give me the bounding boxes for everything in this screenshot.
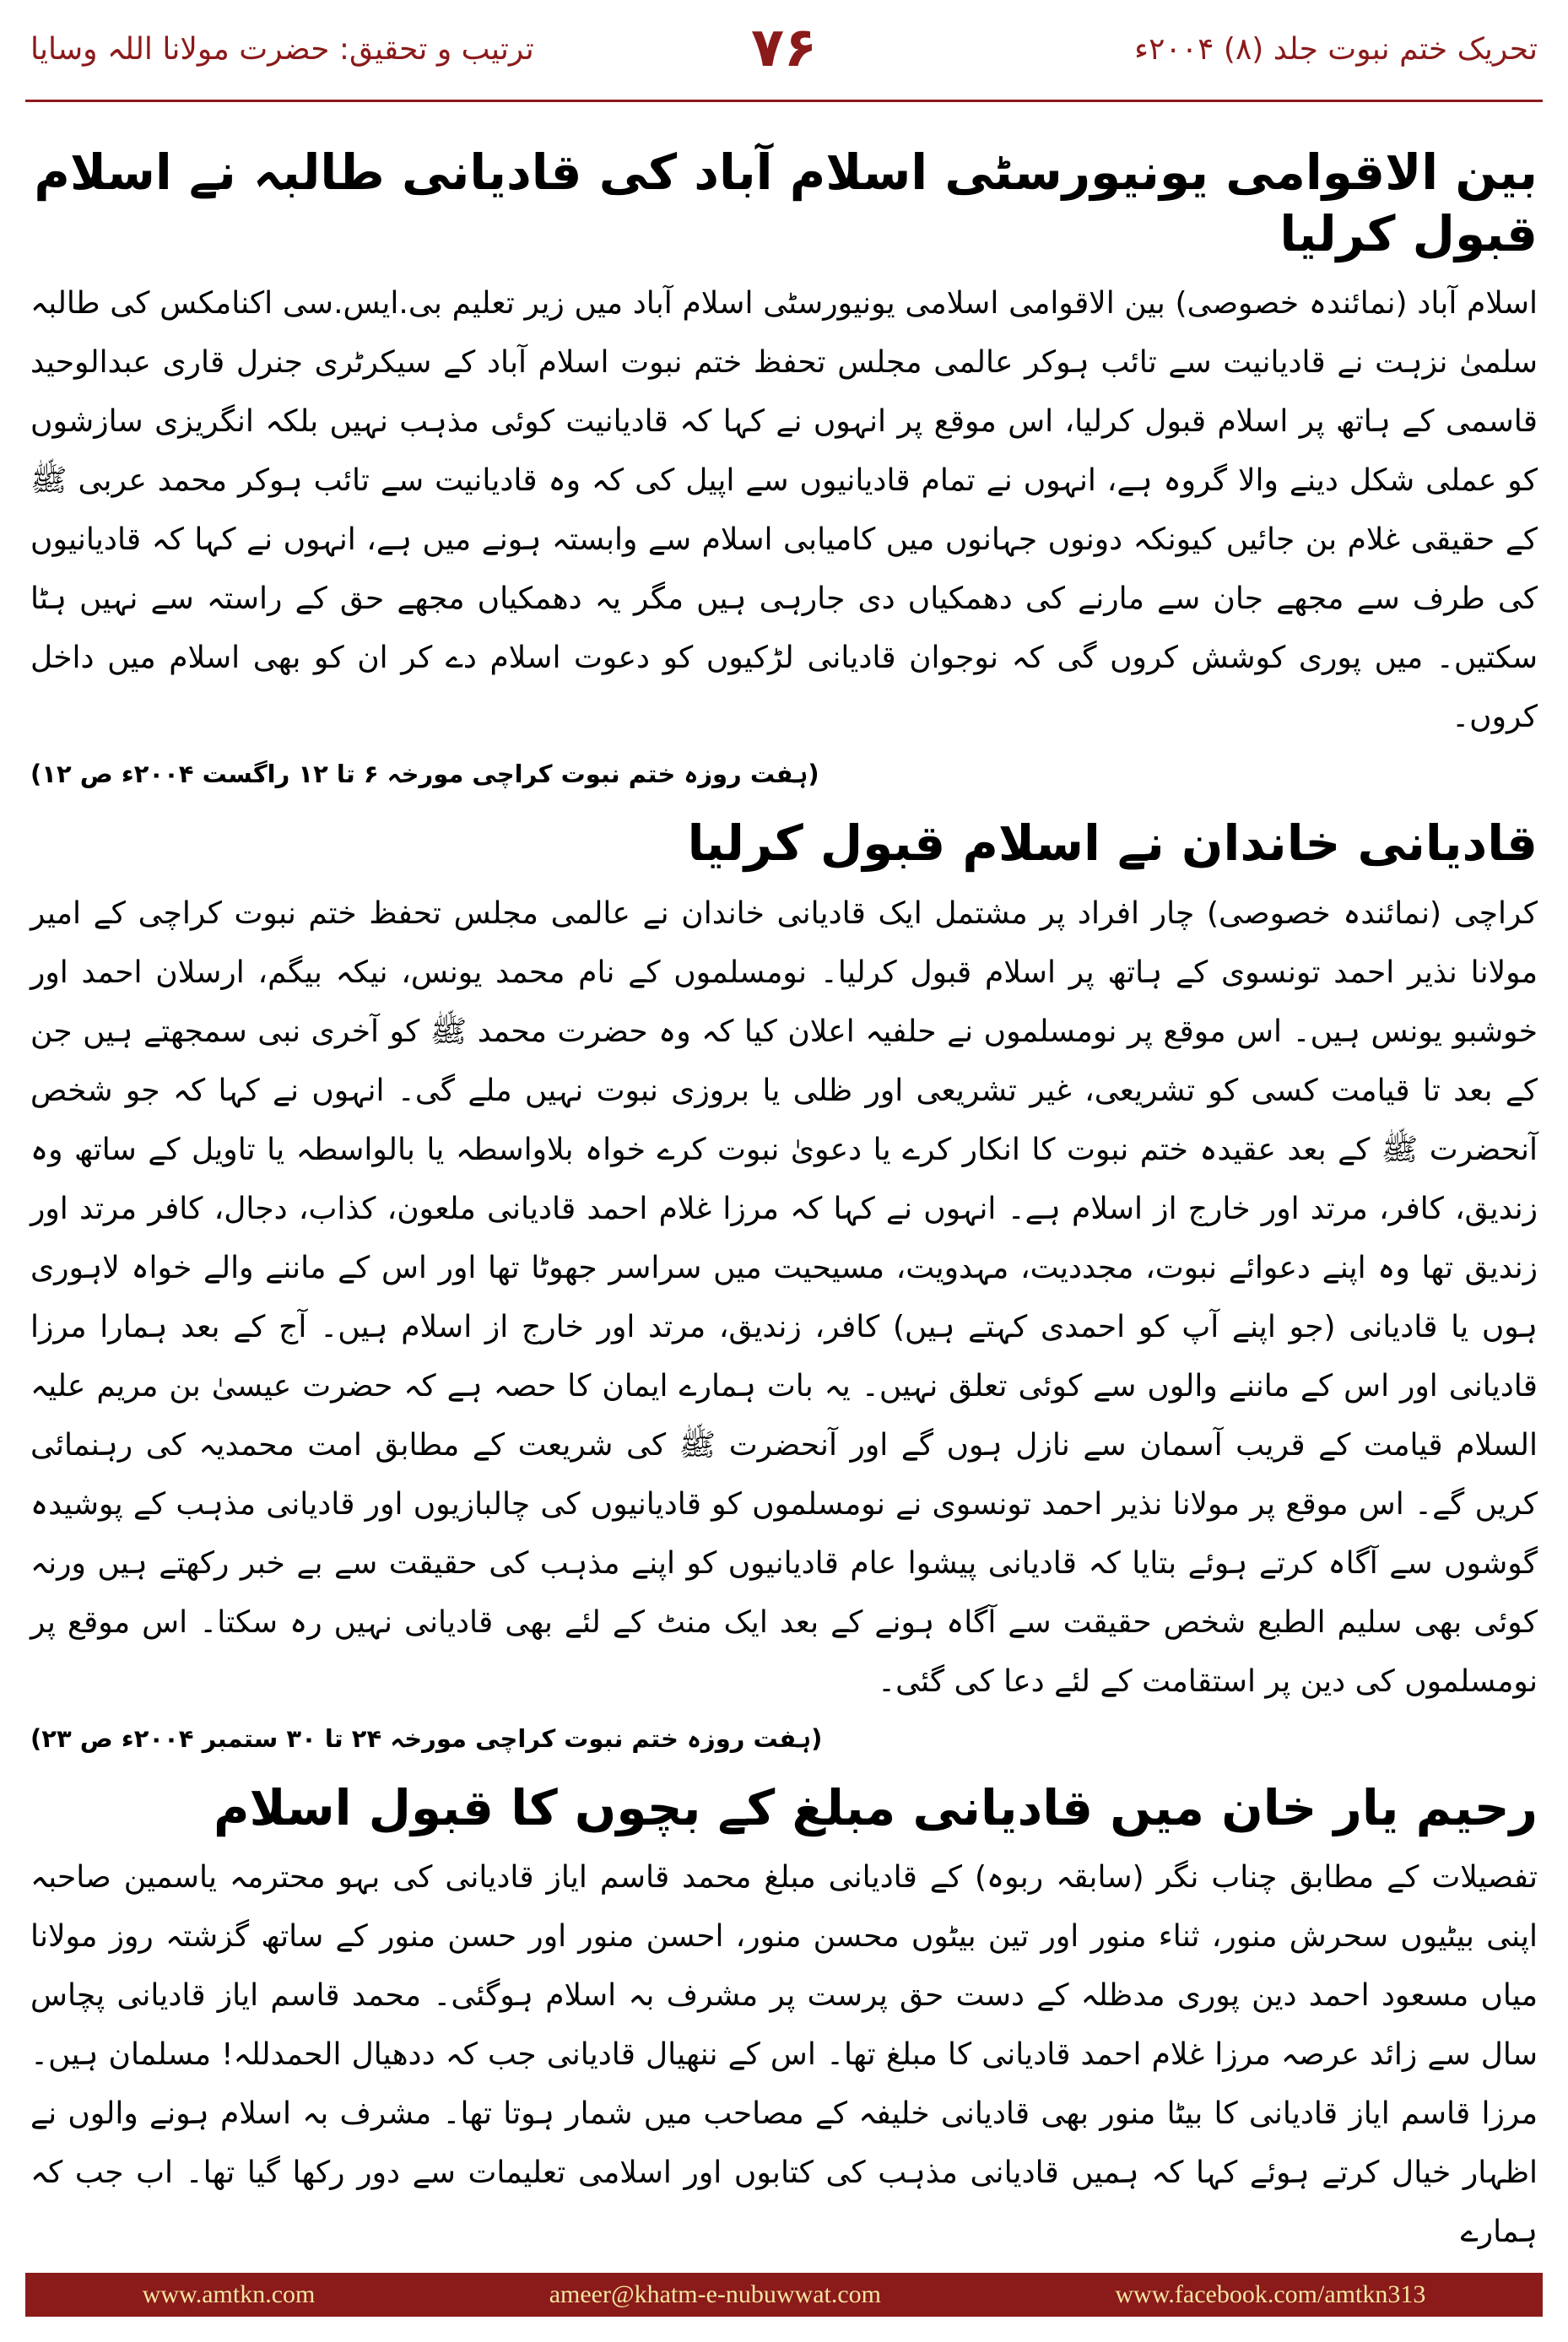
- article-title: بین الاقوامی یونیورسٹی اسلام آباد کی قادیانی طالبہ نے اسلام قبول کرلیا: [34, 143, 1538, 262]
- page-number: ۷۶: [750, 17, 818, 79]
- article-body: کراچی (نمائندہ خصوصی) چار افراد پر مشتمل ایک قادیانی خاندان نے عالمی مجلس تحفظ ختم نبوت کراچی کے امیر مولانا نذیر احمد تونسوی کے ہاتھ پر اسلام قبول کرلیا۔ نومسلموں کے نام محمد یونس، نیکہ بیگم، ارسلان احمد اور خوشبو یونس ہیں۔ اس موقع پر نومسلموں نے حلفیہ اعلان کیا کہ وہ حضرت محمد ﷺ کو آخری نبی سمجھتے ہیں جن کے بعد تا قیامت کسی کو تشریعی، غیر تشریعی اور ظلی یا بروزی نبوت نہیں ملے گی۔ انہوں نے کہا کہ جو شخص آنحضرت ﷺ کے بعد عقیدہ ختم نبوت کا انکار کرے یا دعویٰ نبوت کرے خواہ بلاواسطہ یا بالواسطہ یا تاویل کے ساتھ وہ زندیق، کافر، مرتد اور خارج از اسلام ہے۔ انہوں نے کہا کہ مرزا غلام احمد قادیانی ملعون، کذاب، دجال، کافر مرتد اور زندیق تھا وہ اپنے دعوائے نبوت، مجددیت، مہدویت، مسیحیت میں سراسر جھوٹا تھا اور اس کے ماننے والے خواہ لاہوری ہوں یا قادیانی (جو اپنے آپ کو احمدی کہتے ہیں) کافر، زندیق، مرتد اور خارج از اسلام ہیں۔ آج کے بعد ہمارا مرزا قادیانی اور اس کے ماننے والوں سے کوئی تعلق نہیں۔ یہ بات ہمارے ایمان کا حصہ ہے کہ حضرت عیسیٰ بن مریم علیہ السلام قیامت کے قریب آسمان سے نازل ہوں گے اور آنحضرت ﷺ کی شریعت کے مطابق امت محمدیہ کی رہنمائی کریں گے۔ اس موقع پر مولانا نذیر احمد تونسوی نے نومسلموں کو قادیانیوں کی چالبازیوں اور قادیانی مذہب کے پوشیدہ گوشوں سے آگاہ کرتے ہوئے بتایا کہ قادیانی پیشوا عام قادیانیوں کو اپنے مذہب کی حقیقت سے بے خبر رکھتے ہیں ورنہ کوئی بھی سلیم الطبع شخص حقیقت سے آگاہ ہونے کے بعد ایک منٹ کے لئے بھی قادیانی نہیں رہ سکتا۔ اس موقع پر نومسلموں کی دین پر استقامت کے لئے دعا کی گئی۔: [30, 895, 1538, 1699]
- book-title: تحریک ختم نبوت جلد (۸) ۲۰۰۴ء: [1134, 32, 1538, 67]
- website-link[interactable]: www.amtkn.com: [142, 2280, 316, 2308]
- header-rule: [25, 100, 1543, 102]
- compiler-credit: ترتیب و تحقیق: حضرت مولانا اللہ وسایا: [30, 32, 534, 67]
- article-3: [30, 1777, 1538, 2263]
- article-source: (ہفت روزہ ختم نبوت کراچی مورخہ ۲۴ تا ۳۰ ستمبر ۲۰۰۴ء ص ۲۳): [30, 1723, 823, 1753]
- article-body: اسلام آباد (نمائندہ خصوصی) بین الاقوامی اسلامی یونیورسٹی اسلام آباد میں زیر تعلیم بی.ایس.سی اکنامکس کی طالبہ سلمیٰ نزہت نے قادیانیت سے تائب ہوکر عالمی مجلس تحفظ ختم نبوت اسلام آباد کے سیکرٹری جنرل قاری عبدالوحید قاسمی کے ہاتھ پر اسلام قبول کرلیا، اس موقع پر انہوں نے کہا کہ قادیانیت کوئی مذہب نہیں بلکہ انگریزی سازشوں کو عملی شکل دینے والا گروہ ہے، انہوں نے تمام قادیانیوں سے اپیل کی کہ وہ قادیانیت سے تائب ہوکر محمد عربی ﷺ کے حقیقی غلام بن جائیں کیونکہ دونوں جہانوں میں کامیابی اسلام سے وابستہ ہونے میں ہے، انہوں نے کہا کہ قادیانیوں کی طرف سے مجھے جان سے مارنے کی دھمکیاں دی جارہی ہیں مگر یہ دھمکیاں مجھے حق کے راستہ سے نہیں ہٹا سکتیں۔ میں پوری کوشش کروں گی کہ نوجوان قادیانی لڑکیوں کو دعوت اسلام دے کر ان کو بھی اسلام میں داخل کروں۔: [30, 286, 1538, 734]
- page-footer: [0, 2258, 1568, 2342]
- article-title: رحیم یار خان میں قادیانی مبلغ کے بچوں کا قبول اسلام: [214, 1778, 1538, 1836]
- article-source: (ہفت روزہ ختم نبوت کراچی مورخہ ۶ تا ۱۲ راگست ۲۰۰۴ء ص ۱۲): [30, 760, 819, 788]
- email-link[interactable]: ameer@khatm-e-nubuwwat.com: [549, 2280, 882, 2308]
- article-body: تفصیلات کے مطابق چناب نگر (سابقہ ربوہ) کے قادیانی مبلغ محمد قاسم ایاز قادیانی کی بہو محترمہ یاسمین صاحبہ اپنی بیٹیوں سحرش منور، ثناء منور اور تین بیٹوں محسن منور، احسن منور اور حسن منور کے ساتھ گزشتہ روز مولانا میاں مسعود احمد دین پوری مدظلہ کے دست حق پرست پر مشرف بہ اسلام ہوگئی۔ محمد قاسم ایاز قادیانی پچاس سال سے زائد عرصہ مرزا غلام احمد قادیانی کا مبلغ تھا۔ اس کے ننھیال قادیانی جب کہ ددھیال الحمدللہ! مسلمان ہیں۔ مرزا قاسم ایاز قادیانی کا بیٹا منور بھی قادیانی خلیفہ کے مصاحب میں شمار ہوتا تھا۔ مشرف بہ اسلام ہونے والوں نے اظہار خیال کرتے ہوئے کہا کہ ہمیں قادیانی مذہب کی کتابوں اور اسلامی تعلیمات سے دور رکھا گیا تھا۔ اب جب کہ ہمارے: [30, 1860, 1538, 2249]
- article-1: [30, 142, 1538, 798]
- article-title: قادیانی خاندان نے اسلام قبول کرلیا: [687, 814, 1538, 872]
- page-content: [30, 127, 1538, 2262]
- facebook-link[interactable]: www.facebook.com/amtkn313: [1115, 2280, 1426, 2308]
- page-header: [0, 0, 1568, 110]
- footer-bar: [25, 2273, 1543, 2317]
- article-2: [30, 813, 1538, 1762]
